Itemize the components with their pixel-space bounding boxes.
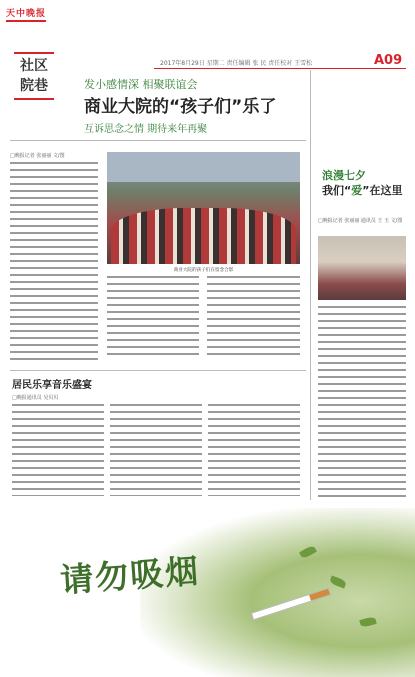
side-photo: [318, 236, 406, 300]
newspaper-brand: 天中晚报: [6, 9, 47, 19]
photo-people-row: [111, 208, 296, 264]
photo-caption: 商业大院的孩子们在留念合影: [173, 268, 234, 273]
lower-column-1: [12, 404, 104, 496]
column-divider: [310, 70, 311, 500]
date-line: 2017年8月29日 星期二 责任编辑 张 民 责任校对 王雪松: [160, 60, 313, 67]
group-photo: [107, 152, 300, 264]
lower-column-2: [110, 404, 202, 496]
section-title: 社区院巷: [14, 52, 54, 100]
side-title-line2: 我们“爱”在这里: [322, 184, 403, 197]
photo-building: [107, 152, 300, 182]
side-article-text: [318, 306, 406, 500]
lower-divider: [10, 370, 306, 371]
article-column-1: [10, 162, 98, 360]
headline-divider: [10, 140, 306, 141]
header-rule: [154, 68, 406, 69]
article-kicker: 发小感情深 相聚联谊会: [84, 78, 198, 91]
article-headline: 商业大院的“孩子们”乐了: [84, 97, 277, 117]
article-byline: □晚报记者 张丽丽 文/图: [10, 153, 65, 159]
side-title-line1: 浪漫七夕: [322, 169, 366, 182]
page-number: A09: [374, 53, 403, 68]
lower-byline: □晚报通讯员 吴贝贝: [12, 395, 59, 401]
lower-column-3: [208, 404, 300, 496]
side-byline: □晚报记者 张丽丽 通讯员 王 玉 文/图: [318, 218, 403, 224]
side-article-title: [322, 168, 402, 198]
no-smoking-slogan: 请勿吸烟: [58, 551, 202, 600]
brand-underline: [6, 20, 46, 22]
article-column-2: [107, 276, 199, 360]
no-smoking-banner: [0, 508, 415, 677]
article-subhead: 互诉思念之情 期待来年再聚: [84, 124, 208, 135]
lower-article-title: 居民乐享音乐盛宴: [12, 380, 92, 391]
article-column-3: [207, 276, 300, 360]
